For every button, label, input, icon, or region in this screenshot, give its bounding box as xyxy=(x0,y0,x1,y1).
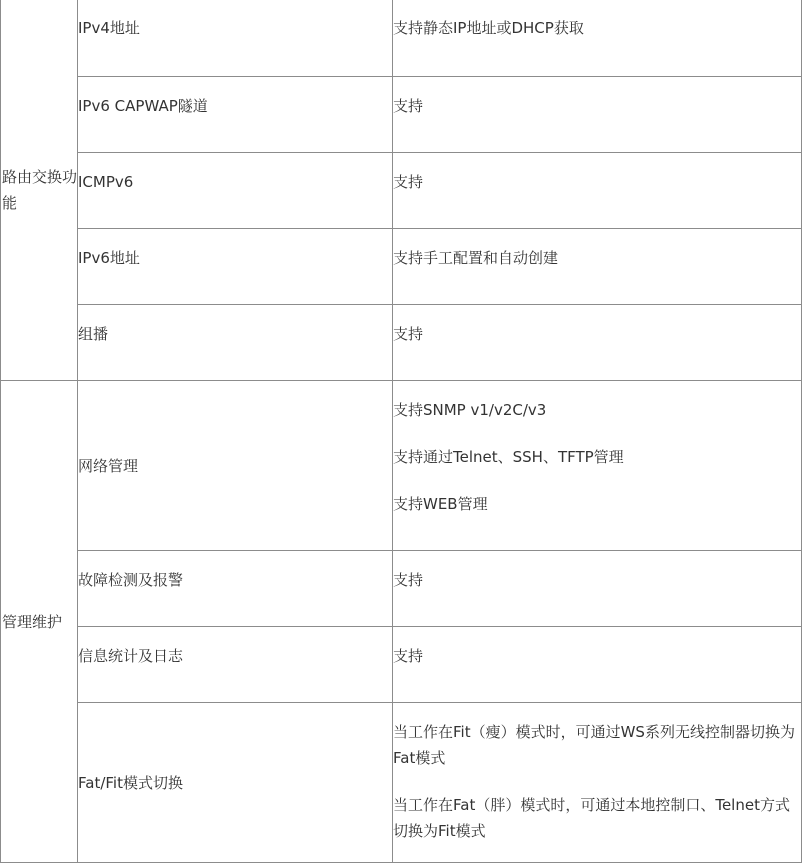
value-text: 支持手工配置和自动创建 xyxy=(393,249,559,267)
value-text: 支持 xyxy=(393,173,424,191)
value-cell xyxy=(393,551,802,627)
category-label: 路由交换功能 xyxy=(2,167,78,212)
feature-cell xyxy=(78,627,393,703)
feature-cell xyxy=(78,229,393,305)
feature-cell xyxy=(78,381,393,551)
value-cell xyxy=(393,77,802,153)
value-text: 支持 xyxy=(393,571,424,589)
feature-label: IPv6 CAPWAP隧道 xyxy=(78,97,208,115)
category-label: 管理维护 xyxy=(2,612,63,631)
feature-label: ICMPv6 xyxy=(78,173,134,191)
feature-cell xyxy=(78,703,393,863)
value-text: 支持 xyxy=(393,325,424,343)
table-row xyxy=(1,153,802,229)
feature-cell xyxy=(78,153,393,229)
feature-label: 故障检测及报警 xyxy=(78,571,184,589)
table-row xyxy=(1,305,802,381)
feature-label: 组播 xyxy=(78,325,109,343)
value-text: 支持WEB管理 xyxy=(393,495,488,513)
feature-label: 信息统计及日志 xyxy=(78,647,184,665)
value-cell xyxy=(393,153,802,229)
value-cell xyxy=(393,305,802,381)
feature-cell xyxy=(78,0,393,77)
category-cell xyxy=(1,381,78,863)
value-text: 支持静态IP地址或DHCP获取 xyxy=(393,19,584,37)
value-text: 当工作在Fit（瘦）模式时，可通过WS系列无线控制器切换为Fat模式 xyxy=(393,723,795,767)
table-row xyxy=(1,551,802,627)
value-text: 支持 xyxy=(393,97,424,115)
table-row xyxy=(1,703,802,863)
feature-cell xyxy=(78,77,393,153)
value-text: 支持 xyxy=(393,647,424,665)
value-text: 当工作在Fat（胖）模式时，可通过本地控制口、Telnet方式切换为Fit模式 xyxy=(393,796,790,840)
value-cell xyxy=(393,0,802,77)
category-cell xyxy=(1,0,78,381)
value-text: 支持SNMP v1/v2C/v3 xyxy=(393,401,547,419)
table-row xyxy=(1,77,802,153)
feature-label: 网络管理 xyxy=(78,456,139,475)
feature-label: Fat/Fit模式切换 xyxy=(78,773,183,792)
feature-cell xyxy=(78,305,393,381)
value-cell xyxy=(393,381,802,551)
feature-cell xyxy=(78,551,393,627)
value-cell xyxy=(393,703,802,863)
value-cell xyxy=(393,627,802,703)
value-text: 支持通过Telnet、SSH、TFTP管理 xyxy=(393,448,624,466)
feature-label: IPv6地址 xyxy=(78,249,140,267)
value-cell xyxy=(393,229,802,305)
table-row xyxy=(1,627,802,703)
table-row xyxy=(1,381,802,551)
feature-label: IPv4地址 xyxy=(78,19,140,37)
table-row xyxy=(1,229,802,305)
table-row xyxy=(1,0,802,77)
